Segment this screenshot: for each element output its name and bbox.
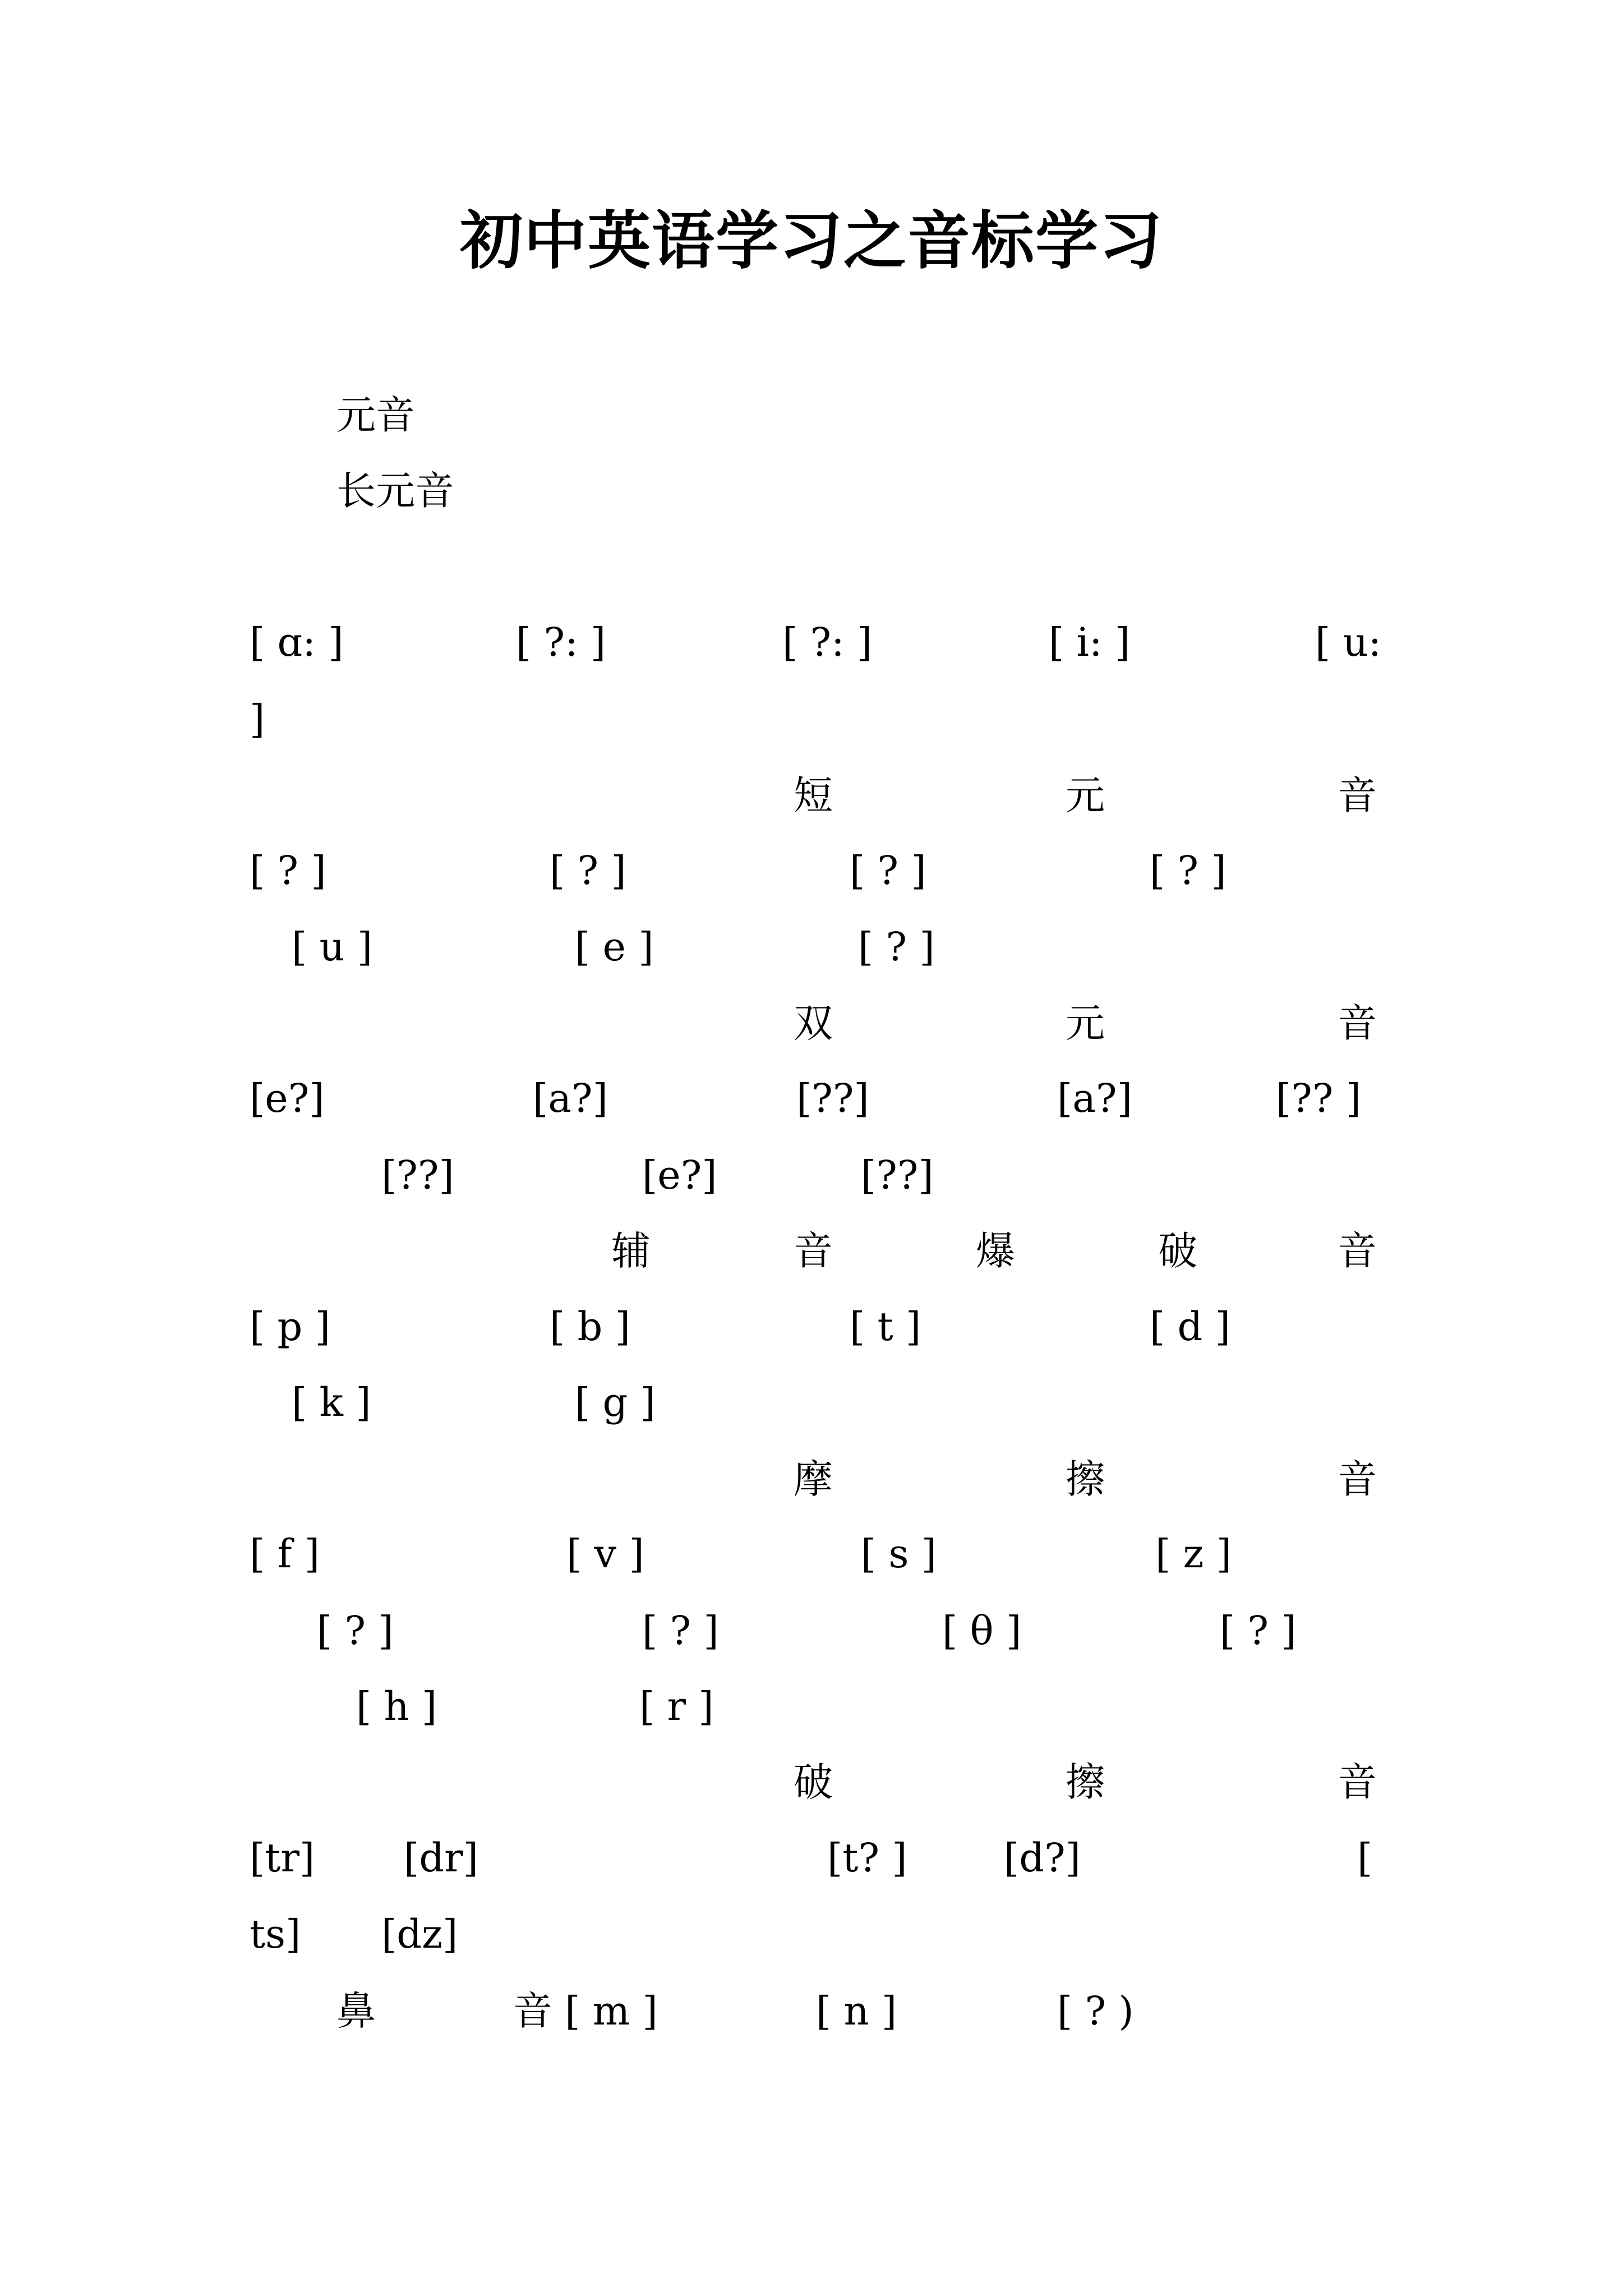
phonetic-symbol: [??] <box>796 1075 869 1121</box>
heading-char: 爆 <box>976 1228 1015 1274</box>
nasals-line <box>0 1983 1623 2039</box>
heading-char: 辅 <box>611 1228 651 1274</box>
phonetic-symbol: [ k ] <box>292 1379 371 1425</box>
phonetic-symbol: [ ? ] <box>550 848 626 894</box>
phonetic-symbol: [ g ] <box>575 1379 656 1425</box>
heading-char: 元 <box>1066 1000 1105 1046</box>
heading-char: 破 <box>1158 1228 1197 1274</box>
short-vowels-heading <box>0 767 1623 823</box>
phonetic-symbol: [ z ] <box>1155 1531 1232 1577</box>
heading-char: 擦 <box>1066 1456 1105 1502</box>
phonetic-symbol: [ u: <box>1315 619 1382 665</box>
phonetic-symbol: [ θ ] <box>942 1608 1022 1654</box>
fricatives-row-1 <box>0 1526 1623 1582</box>
phonetic-symbol: [ ? ] <box>250 848 326 894</box>
phonetic-symbol: [e?] <box>250 1075 325 1121</box>
heading-char: 音 <box>1338 1759 1377 1805</box>
heading-char: 摩 <box>794 1456 833 1502</box>
phonetic-symbol: [ i: ] <box>1049 619 1131 665</box>
heading-char: 音 <box>1338 1228 1377 1274</box>
plosives-heading <box>0 1223 1623 1279</box>
phonetic-symbol: [ r ] <box>639 1683 714 1729</box>
diphthongs-row-2 <box>0 1147 1623 1203</box>
phonetic-symbol: [ e ] <box>575 924 654 970</box>
heading-char: 音 <box>1338 1456 1377 1502</box>
phonetic-symbol: [ d ] <box>1150 1304 1230 1350</box>
phonetic-symbol: 音 [ m ] <box>513 1988 658 2034</box>
phonetic-symbol: [dz] <box>381 1911 458 1957</box>
phonetic-symbol: [??] <box>381 1152 454 1198</box>
short-vowels-row-2 <box>0 919 1623 975</box>
phonetic-symbol: ts] <box>250 1911 301 1957</box>
diphthongs-row-1 <box>0 1070 1623 1126</box>
heading-char: 元 <box>1066 772 1105 818</box>
phonetic-symbol-continued: ] <box>250 696 265 742</box>
phonetic-symbol: [ t ] <box>850 1304 921 1350</box>
phonetic-symbol: [ h ] <box>356 1683 437 1729</box>
fricatives-row-3 <box>0 1678 1623 1734</box>
phonetic-symbol: [a?] <box>533 1075 608 1121</box>
phonetic-symbol: [ ? ) <box>1057 1988 1134 2034</box>
phonetic-symbol: [ ? ] <box>858 924 935 970</box>
phonetic-symbol: [tr] <box>250 1835 315 1881</box>
affricates-heading <box>0 1754 1623 1810</box>
phonetic-symbol: [ p ] <box>250 1304 330 1350</box>
phonetic-symbol: [?? ] <box>1276 1075 1361 1121</box>
affricates-row-2 <box>0 1906 1623 1962</box>
phonetic-symbol: [e?] <box>642 1152 717 1198</box>
heading-char: 擦 <box>1066 1759 1105 1805</box>
phonetic-symbol: [ b ] <box>550 1304 630 1350</box>
heading-char: 鼻 <box>336 1988 376 2034</box>
diphthongs-heading <box>0 995 1623 1051</box>
plosives-row-1 <box>0 1299 1623 1355</box>
phonetic-symbol: [ ? ] <box>317 1608 394 1654</box>
heading-char: 破 <box>794 1759 833 1805</box>
heading-char: 音 <box>1338 772 1377 818</box>
phonetic-symbol: [ ?: ] <box>782 619 873 665</box>
phonetic-symbol: [ ? ] <box>1220 1608 1297 1654</box>
phonetic-symbol: [d?] <box>1004 1835 1081 1881</box>
phonetic-symbol: [ <box>1357 1835 1373 1881</box>
vowels-heading: 元音 <box>336 392 415 438</box>
short-vowels-row-1 <box>0 843 1623 899</box>
plosives-row-2 <box>0 1374 1623 1430</box>
phonetic-symbol: [ f ] <box>250 1531 320 1577</box>
phonetic-symbol: [t? ] <box>827 1835 907 1881</box>
phonetic-symbol: [ n ] <box>816 1988 897 2034</box>
phonetic-symbol: [??] <box>861 1152 934 1198</box>
affricates-row-1 <box>0 1830 1623 1886</box>
heading-char: 双 <box>794 1000 833 1046</box>
page-title: 初中英语学习之音标学习 <box>460 204 1163 278</box>
long-vowels-heading: 长元音 <box>336 468 454 514</box>
phonetic-symbol: [ s ] <box>861 1531 937 1577</box>
phonetic-symbol: [ ? ] <box>850 848 926 894</box>
phonetic-symbol: [ ? ] <box>642 1608 719 1654</box>
phonetic-symbol: [ ɑ: ] <box>250 619 344 665</box>
heading-char: 短 <box>794 772 833 818</box>
phonetic-symbol: [dr] <box>404 1835 478 1881</box>
fricatives-row-2 <box>0 1603 1623 1659</box>
phonetic-symbol: [ ?: ] <box>516 619 606 665</box>
heading-char: 音 <box>794 1228 833 1274</box>
long-vowels-row <box>0 614 1623 670</box>
phonetic-symbol: [ v ] <box>566 1531 644 1577</box>
fricatives-heading <box>0 1451 1623 1507</box>
phonetic-symbol: [ u ] <box>292 924 373 970</box>
heading-char: 音 <box>1338 1000 1377 1046</box>
phonetic-symbol: [ ? ] <box>1150 848 1227 894</box>
phonetic-symbol: [a?] <box>1057 1075 1132 1121</box>
